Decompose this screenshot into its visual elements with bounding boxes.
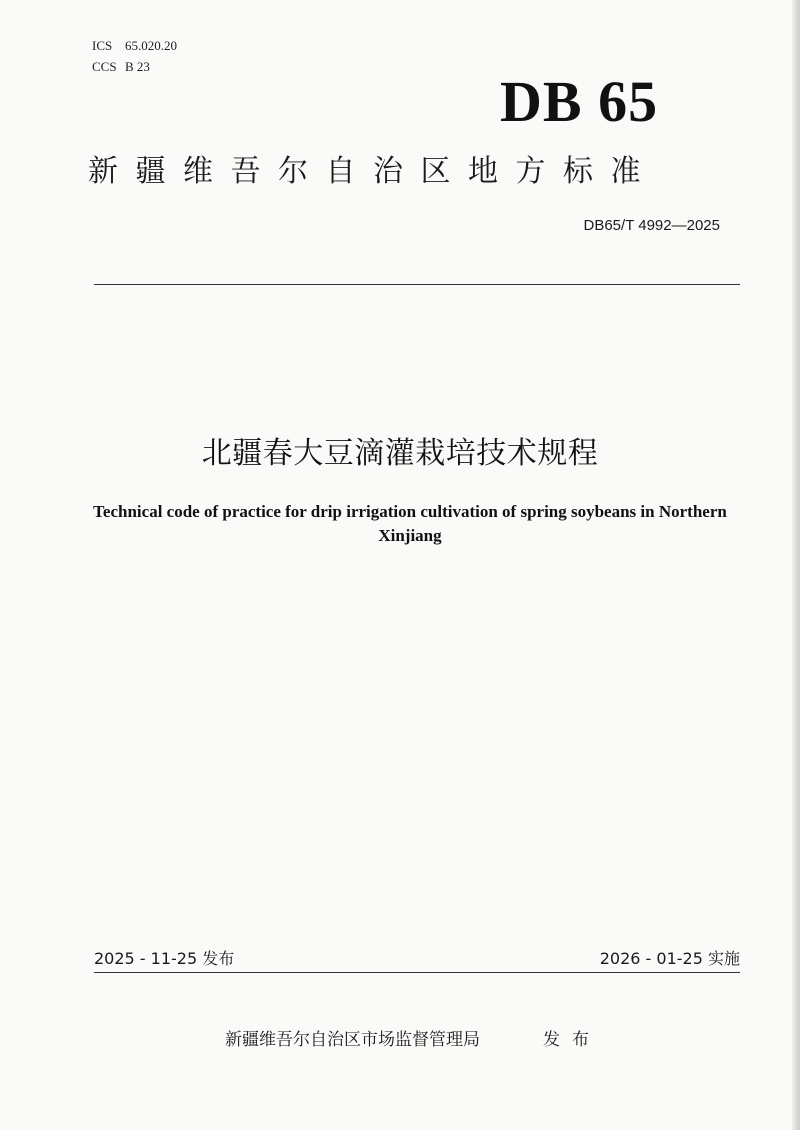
ccs-label: CCS (92, 59, 117, 74)
issue-action: 发布 (543, 1030, 601, 1050)
issue-date: 2025 - 11-25 发布 (94, 949, 235, 968)
db65-logo: DB 65 (500, 69, 659, 134)
title-chinese: 北疆春大豆滴灌栽培技术规程 (201, 436, 599, 471)
ccs-code (92, 59, 150, 75)
header-divider (94, 284, 740, 285)
scan-edge (792, 0, 800, 1130)
standard-number: DB65/T 4992—2025 (583, 217, 720, 234)
ics-value: 65.020.20 (125, 38, 177, 53)
standard-type-heading: 新疆维吾尔自治区地方标准 (88, 154, 658, 189)
implementation-date: 2026 - 01-25 实施 (599, 949, 740, 968)
title-english: Technical code of practice for drip irrigation cultivation of spring soybeans in Northern Xinjiang (93, 502, 727, 545)
issuing-authority: 新疆维吾尔自治区市场监督管理局 (225, 1030, 480, 1050)
footer-divider (94, 972, 740, 973)
ics-label: ICS (92, 38, 113, 53)
ccs-value: B 23 (125, 59, 150, 74)
ics-code (92, 38, 177, 54)
